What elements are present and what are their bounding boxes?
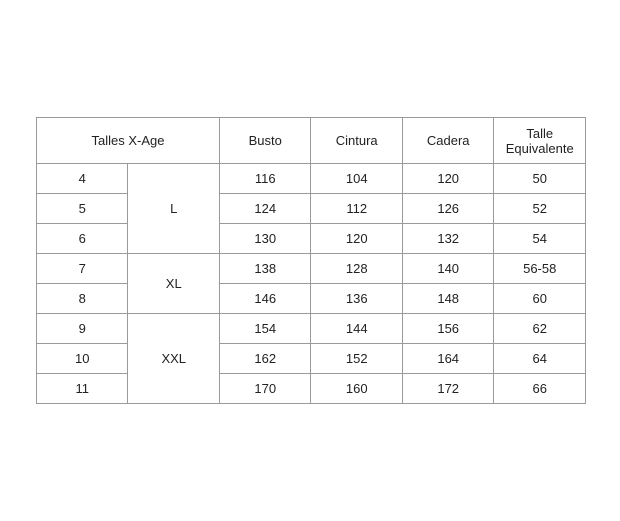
header-row xyxy=(37,118,586,164)
talle-cell: 56-58 xyxy=(494,254,586,284)
table-row xyxy=(37,194,586,224)
busto-cell: 116 xyxy=(219,164,310,194)
age-cell: 4 xyxy=(37,164,128,194)
busto-cell: 154 xyxy=(219,314,310,344)
table-row xyxy=(37,254,586,284)
cintura-cell: 144 xyxy=(311,314,402,344)
busto-cell: 162 xyxy=(219,344,310,374)
cintura-cell: 104 xyxy=(311,164,402,194)
talle-cell: 50 xyxy=(494,164,586,194)
cintura-cell: 128 xyxy=(311,254,402,284)
busto-cell: 146 xyxy=(219,284,310,314)
cadera-cell: 164 xyxy=(402,344,493,374)
busto-cell: 130 xyxy=(219,224,310,254)
busto-cell: 170 xyxy=(219,374,310,404)
header-talles-x-age: Talles X-Age xyxy=(37,118,220,164)
age-cell: 7 xyxy=(37,254,128,284)
cintura-cell: 136 xyxy=(311,284,402,314)
talle-cell: 52 xyxy=(494,194,586,224)
age-cell: 9 xyxy=(37,314,128,344)
age-cell: 8 xyxy=(37,284,128,314)
header-talle-equivalente-line2: Equivalente xyxy=(505,140,574,156)
table-row xyxy=(37,164,586,194)
age-cell: 11 xyxy=(37,374,128,404)
size-chart-table xyxy=(36,117,586,404)
age-cell: 6 xyxy=(37,224,128,254)
talle-cell: 62 xyxy=(494,314,586,344)
cintura-cell: 112 xyxy=(311,194,402,224)
cadera-cell: 172 xyxy=(402,374,493,404)
table-row xyxy=(37,224,586,254)
cintura-cell: 152 xyxy=(311,344,402,374)
cadera-cell: 140 xyxy=(402,254,493,284)
cadera-cell: 148 xyxy=(402,284,493,314)
age-cell: 10 xyxy=(37,344,128,374)
header-talle-equivalente xyxy=(494,118,586,164)
busto-cell: 124 xyxy=(219,194,310,224)
age-cell: 5 xyxy=(37,194,128,224)
talle-cell: 54 xyxy=(494,224,586,254)
size-group-xxl: XXL xyxy=(128,314,220,404)
table-row xyxy=(37,314,586,344)
table-row xyxy=(37,284,586,314)
size-group-l: L xyxy=(128,164,220,254)
header-cadera: Cadera xyxy=(402,118,493,164)
talle-cell: 64 xyxy=(494,344,586,374)
talle-cell: 66 xyxy=(494,374,586,404)
talle-cell: 60 xyxy=(494,284,586,314)
cintura-cell: 160 xyxy=(311,374,402,404)
table-row xyxy=(37,344,586,374)
busto-cell: 138 xyxy=(219,254,310,284)
cadera-cell: 120 xyxy=(402,164,493,194)
table-row xyxy=(37,374,586,404)
size-group-xl: XL xyxy=(128,254,220,314)
header-talle-equivalente-line1: Talle xyxy=(526,125,554,141)
cadera-cell: 132 xyxy=(402,224,493,254)
cadera-cell: 126 xyxy=(402,194,493,224)
header-busto: Busto xyxy=(219,118,310,164)
cintura-cell: 120 xyxy=(311,224,402,254)
header-cintura: Cintura xyxy=(311,118,402,164)
cadera-cell: 156 xyxy=(402,314,493,344)
